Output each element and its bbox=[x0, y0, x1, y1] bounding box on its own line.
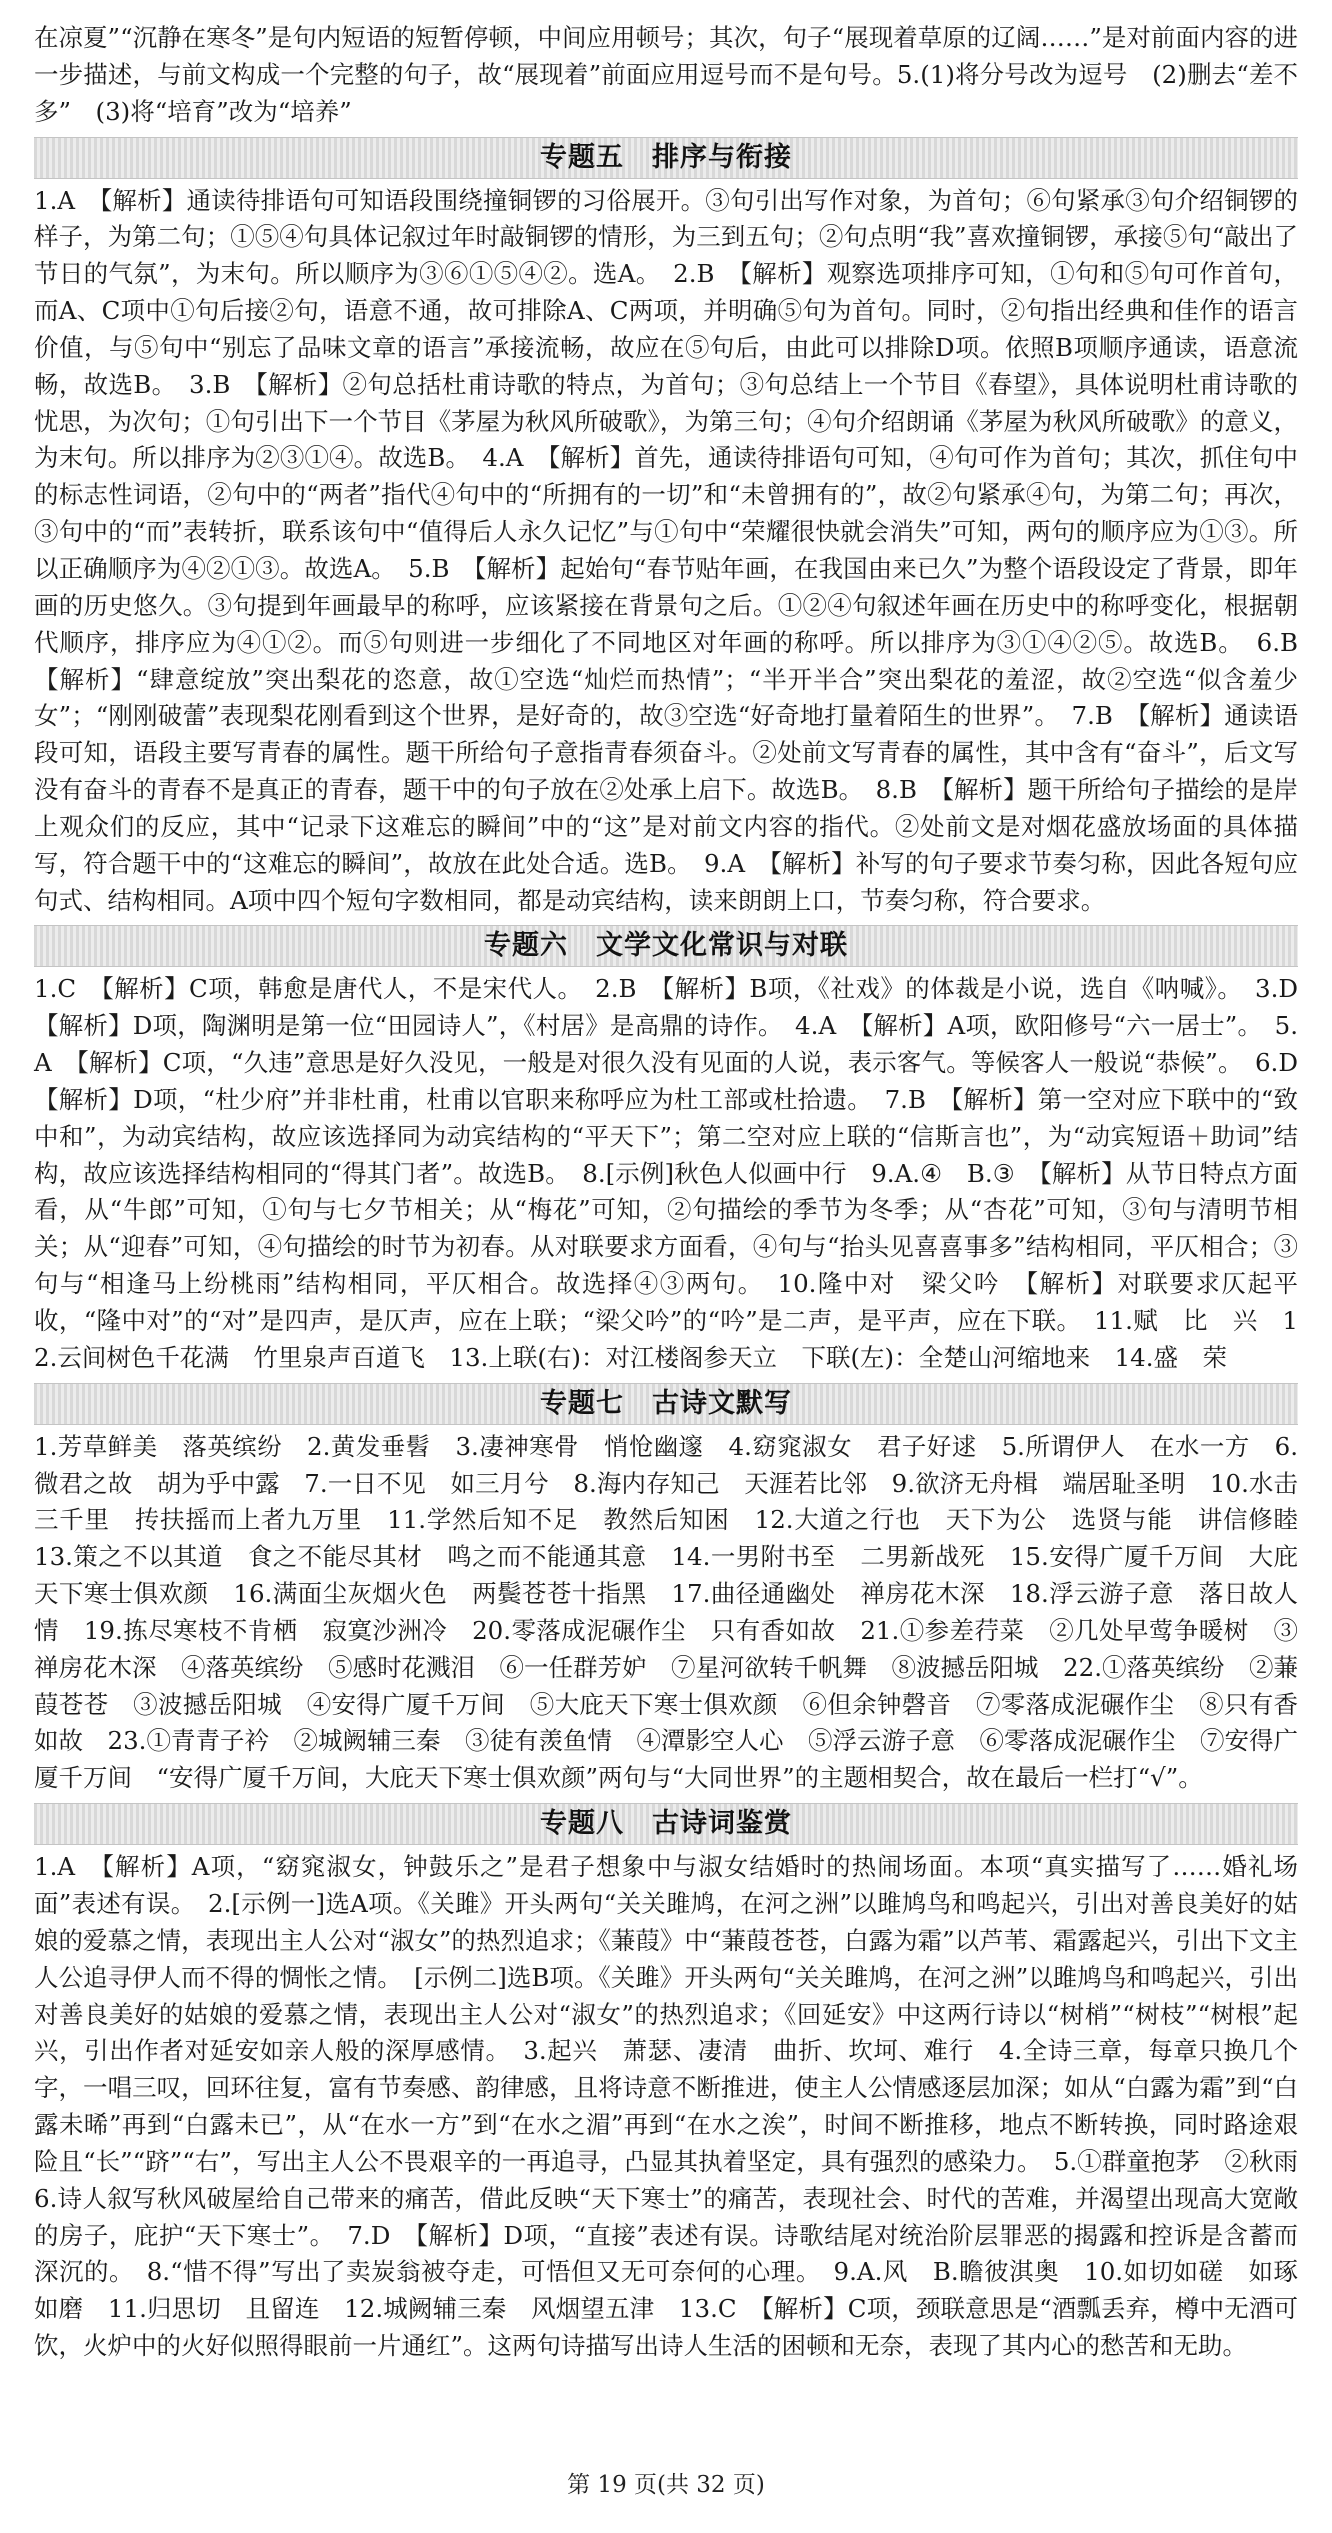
section-body: 1.C 【解析】C项，韩愈是唐代人，不是宋代人。 2.B 【解析】B项，《社戏》的体裁是小说，选自《呐喊》。 3.D 【解析】D项，陶渊明是第一位“田园诗人”，《村居》是高鼎的诗作。 4.A 【解析】A项，欧阳修号“六一居士”。 5.A 【解析】C项，“久违”意思是好久没见，一般是对很久没有见面的人说，表示客气。等候客人一般说“恭候”。 6.D 【解析】D项，“杜少府”并非杜甫，杜甫以官职来称呼应为杜工部或杜拾遗。 7.B 【解析】第一空对应下联中的“致中和”，为动宾结构，故应该选择同为动宾结构的“平天下”；第二空对应上联的“信斯言也”，为“动宾短语＋助词”结构，故应该选择结构相同的“得其门者”。故选B。 8.[示例]秋色人似画中行 9.A.④ B.③ 【解析】从节日特点方面看，从“牛郎”可知，①句与七夕节相关；从“梅花”可知，②句描绘的季节为冬季；从“杏花”可知，③句与清明节相关；从“迎春”可知，④句描绘的时节为初春。从对联要求方面看，④句与“抬头见喜喜事多”结构相同，平仄相合；③句与“相逢马上纷桃雨”结构相同，平仄相合。故选择④③两句。 10.隆中对 梁父吟 【解析】对联要求仄起平收，“隆中对”的“对”是四声，是仄声，应在上联；“梁父吟”的“吟”是二声，是平声，应在下联。 11.赋 比 兴 12.云间树色千花满 竹里泉声百道飞 13.上联(右)：对江楼阁参天立 下联(左)：全楚山河缩地来 14.盛 荣 bbox=[34, 974, 1323, 1372]
section-title: 专题八 古诗词鉴赏 bbox=[540, 1808, 792, 1840]
section-title: 专题七 古诗文默写 bbox=[540, 1387, 792, 1419]
section-header bbox=[34, 1383, 1298, 1425]
section-poetry-dictation bbox=[34, 1383, 1323, 1797]
section-title: 专题五 排序与衔接 bbox=[540, 141, 792, 173]
section-poetry-appreciation bbox=[34, 1803, 1323, 2365]
section-body: 1.A 【解析】通读待排语句可知语段围绕撞铜锣的习俗展开。③句引出写作对象，为首句；⑥句紧承③句介绍铜锣的样子，为第二句；①⑤④句具体记叙过年时敲铜锣的情形，为三到五句；②句点明“我”喜欢撞铜锣，承接⑤句“敲出了节日的气氛”，为末句。所以顺序为③⑥①⑤④②。选A。 2.B 【解析】观察选项排序可知，①句和⑤句可作首句，而A、C项中①句后接②句，语意不通，故可排除A、C两项，并明确⑤句为首句。同时，②句指出经典和佳作的语言价值，与⑤句中“别忘了品味文章的语言”承接流畅，故应在⑤句后，由此可以排除D项。依照B项顺序通读，语意流畅，故选B。 3.B 【解析】②句总括杜甫诗歌的特点，为首句；③句总结上一个节目《春望》，具体说明杜甫诗歌的忧思，为次句；①句引出下一个节目《茅屋为秋风所破歌》，为第三句；④句介绍朗诵《茅屋为秋风所破歌》的意义，为末句。所以排序为②③①④。故选B。 4.A 【解析】首先，通读待排语句可知，④句可作为首句；其次，抓住句中的标志性词语，②句中的“两者”指代④句中的“所拥有的一切”和“未曾拥有的”，故②句紧承④句，为第二句；再次，③句中的“而”表转折，联系该句中“值得后人永久记忆”与①句中“荣耀很快就会消失”可知，两句的顺序应为①③。所以正确顺序为④②①③。故选A。 5.B 【解析】起始句“春节贴年画，在我国由来已久”为整个语段设定了背景，即年画的历史悠久。③句提到年画最早的称呼，应该紧接在背景句之后。①②④句叙述年画在历史中的称呼变化，根据朝代顺序，排序应为④①②。而⑤句则进一步细化了不同地区对年画的称呼。所以排序为③①④②⑤。故选B。 6.B 【解析】“肆意绽放”突出梨花的恣意，故①空选“灿烂而热情”；“半开半合”突出梨花的羞涩，故②空选“似含羞少女”；“刚刚破蕾”表现梨花刚看到这个世界，是好奇的，故③空选“好奇地打量着陌生的世界”。 7.B 【解析】通读语段可知，语段主要写青春的属性。题干所给句子意指青春须奋斗。②处前文写青春的属性，其中含有“奋斗”，后文写没有奋斗的青春不是真正的青春，题干中的句子放在②处承上启下。故选B。 8.B 【解析】题干所给句子描绘的是岸上观众们的反应，其中“记录下这难忘的瞬间”中的“这”是对前文内容的指代。②处前文是对烟花盛放场面的具体描写，符合题干中的“这难忘的瞬间”，故放在此处合适。选B。 9.A 【解析】补写的句子要求节奏匀称，因此各短句应句式、结构相同。A项中四个短句字数相同，都是动宾结构，读来朗朗上口，节奏匀称，符合要求。 bbox=[34, 185, 1323, 915]
section-header bbox=[34, 925, 1298, 967]
page-number: 第 19 页(共 32 页) bbox=[567, 2472, 765, 2498]
section-header bbox=[34, 1803, 1298, 1845]
section-body: 1.芳草鲜美 落英缤纷 2.黄发垂髫 3.凄神寒骨 悄怆幽邃 4.窈窕淑女 君子好逑 5.所谓伊人 在水一方 6.微君之故 胡为乎中露 7.一日不见 如三月兮 8.海内存知己 天涯若比邻 9.欲济无舟楫 端居耻圣明 10.水击三千里 抟扶摇而上者九万里 11.学然后知不足 教然后知困 12.大道之行也 天下为公 选贤与能 讲信修睦 13.策之不以其道 食之不能尽其材 鸣之而不能通其意 14.一男附书至 二男新战死 15.安得广厦千万间 大庇天下寒士俱欢颜 16.满面尘灰烟火色 两鬓苍苍十指黑 17.曲径通幽处 禅房花木深 18.浮云游子意 落日故人情 19.拣尽寒枝不肯栖 寂寞沙洲冷 20.零落成泥碾作尘 只有香如故 21.①参差荇菜 ②几处早莺争暖树 ③禅房花木深 ④落英缤纷 ⑤感时花溅泪 ⑥一任群芳妒 ⑦星河欲转千帆舞 ⑧波撼岳阳城 22.①落英缤纷 ②蒹葭苍苍 ③波撼岳阳城 ④安得广厦千万间 ⑤大庇天下寒士俱欢颜 ⑥但余钟磬音 ⑦零落成泥碾作尘 ⑧只有香如故 23.①青青子衿 ②城阙辅三秦 ③徒有羡鱼情 ④潭影空人心 ⑤浮云游子意 ⑥零落成泥碾作尘 ⑦安得广厦千万间 “安得广厦千万间，大庇天下寒士俱欢颜”两句与“大同世界”的主题相契合，故在最后一栏打“√”。 bbox=[34, 1431, 1323, 1793]
section-sorting bbox=[34, 137, 1323, 920]
section-literature-couplets bbox=[34, 925, 1323, 1376]
section-title: 专题六 文学文化常识与对联 bbox=[484, 930, 848, 962]
section-header bbox=[34, 137, 1298, 179]
intro-paragraph: 在凉夏”“沉静在寒冬”是句内短语的短暂停顿，中间应用顿号；其次，句子“展现着草原的辽阔……”是对前面内容的进一步描述，与前文构成一个完整的句子，故“展现着”前面应用逗号而不是句号。5.(1)将分号改为逗号 (2)删去“差不多” (3)将“培育”改为“培养” bbox=[34, 23, 1298, 126]
section-body: 1.A 【解析】A项，“窈窕淑女，钟鼓乐之”是君子想象中与淑女结婚时的热闹场面。本项“真实描写了……婚礼场面”表述有误。 2.[示例一]选A项。《关雎》开头两句“关关雎鸠，在河之洲”以雎鸠鸟和鸣起兴，引出对善良美好的姑娘的爱慕之情，表现出主人公对“淑女”的热烈追求；《蒹葭》中“蒹葭苍苍，白露为霜”以芦苇、霜露起兴，引出下文主人公追寻伊人而不得的惆怅之情。 [示例二]选B项。《关雎》开头两句“关关雎鸠，在河之洲”以雎鸠鸟和鸣起兴，引出对善良美好的姑娘的爱慕之情，表现出主人公对“淑女”的热烈追求；《回延安》中这两行诗以“树梢”“树枝”“树根”起兴，引出作者对延安如亲人般的深厚感情。 3.起兴 萧瑟、凄清 曲折、坎坷、难行 4.全诗三章，每章只换几个字，一唱三叹，回环往复，富有节奏感、韵律感，且将诗意不断推进，使主人公情感逐层加深；如从“白露为霜”到“白露未晞”再到“白露未已”，从“在水一方”到“在水之湄”再到“在水之涘”，时间不断推移，地点不断转换，同时路途艰险且“长”“跻”“右”，写出主人公不畏艰辛的一再追寻，凸显其执着坚定，具有强烈的感染力。 5.①群童抱茅 ②秋雨 6.诗人叙写秋风破屋给自己带来的痛苦，借此反映“天下寒士”的痛苦，表现社会、时代的苦难，并渴望出现高大宽敞的房子，庇护“天下寒士”。 7.D 【解析】D项，“直接”表述有误。诗歌结尾对统治阶层罪恶的揭露和控诉是含蓄而深沉的。 8.“惜不得”写出了卖炭翁被夺走，可悟但又无可奈何的心理。 9.A.风 B.瞻彼淇奥 10.如切如磋 如琢如磨 11.归思切 且留连 12.城阙辅三秦 风烟望五津 13.C 【解析】C项，颈联意思是“酒瓢丢弃，樽中无酒可饮，火炉中的火好似照得眼前一片通红”。这两句诗描写出诗人生活的困顿和无奈，表现了其内心的愁苦和无助。 bbox=[34, 1852, 1323, 2361]
